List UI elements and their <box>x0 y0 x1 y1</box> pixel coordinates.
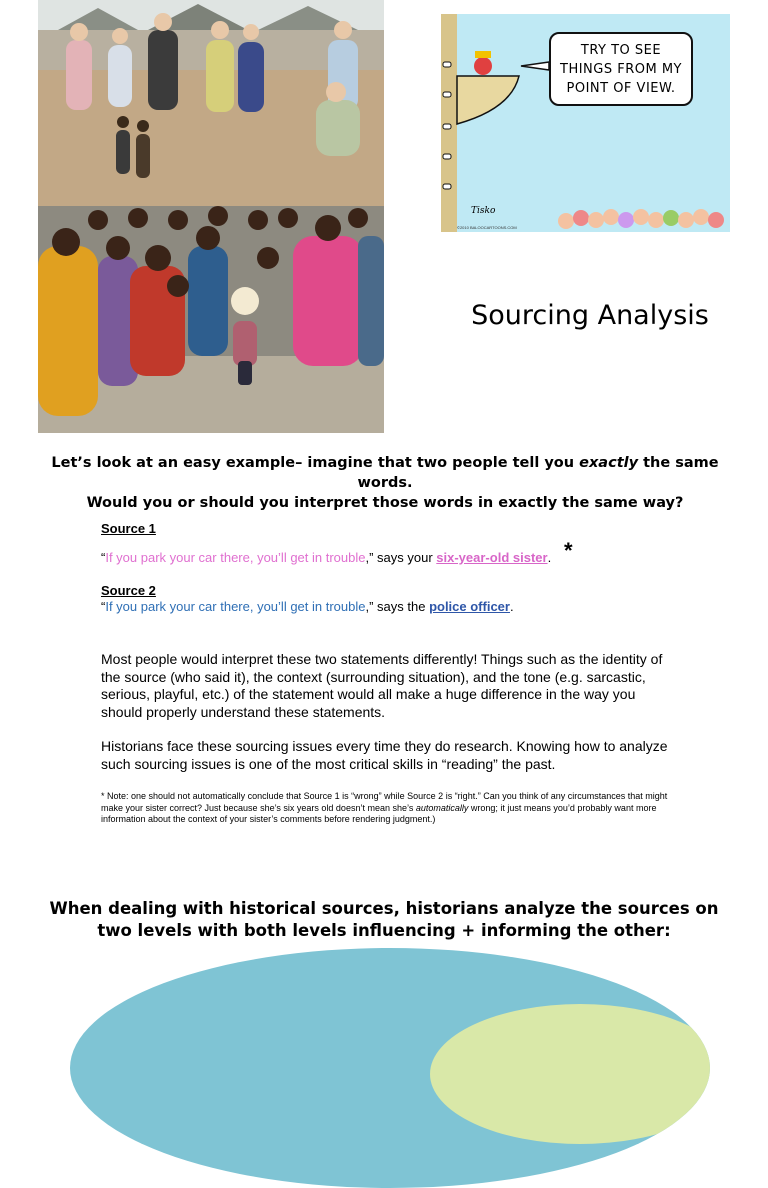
intro-question <box>40 453 730 513</box>
source-2-attribution: ,” says the <box>365 599 430 614</box>
source-2-quote: If you park your car there, you’ll get in trouble <box>105 599 366 614</box>
source-1-end: . <box>547 550 552 565</box>
open-quote: “ <box>101 599 106 614</box>
page-title: Sourcing Analysis <box>471 300 709 331</box>
intro-line-2: Would you or should you interpret those words in exactly the same way? <box>86 495 684 511</box>
intro-text: Let’s look at an easy example– imagine that two people tell you <box>51 455 580 471</box>
intro-emphasis: exactly <box>579 455 639 471</box>
footnote-text: * Note: one should not automatically conclude that Source 1 is “wrong” while Source 2 is “right.” Can you think of any circumstances that might make your sister correct? Just because she’s six years old doesn’t mean she’s <box>101 791 668 813</box>
intro-line-1 <box>40 453 730 493</box>
source-1-speaker-link[interactable]: six-year-old sister <box>436 550 548 565</box>
footnote-text: wrong; it just means you’d probably want more information about the context of your sister’s comments before rendering judgment.) <box>101 802 657 824</box>
intro-text: the same words. <box>357 455 719 491</box>
open-quote: “ <box>101 550 106 565</box>
cartoon-illustration <box>441 14 730 232</box>
speech-line: THINGS FROM MY <box>560 61 682 77</box>
source-1-quote: If you park your car there, you’ll get in trouble <box>105 550 366 565</box>
source-2-label: Source 2 <box>101 583 156 598</box>
cartoonist-signature: Tisko <box>471 206 496 216</box>
source-1-label: Source 1 <box>101 521 156 536</box>
tourists-photo-illustration <box>38 0 384 206</box>
source-2-end: . <box>509 599 514 614</box>
source-1-statement <box>101 550 551 565</box>
footnote-emphasis: automatically <box>415 802 469 813</box>
closing-heading: When dealing with historical sources, historians analyze the sources on two levels with both levels influencing + informing the other: <box>49 899 719 940</box>
children-photo <box>38 206 384 433</box>
cartoon-copyright: ©2010 BALOOCARTOONS.COM <box>457 225 517 230</box>
children-photo-illustration <box>38 206 384 433</box>
footnote-asterisk: * <box>564 538 573 563</box>
source-1-attribution: ,” says your <box>365 550 437 565</box>
speech-bubble <box>549 32 693 106</box>
tourists-photo <box>38 0 384 206</box>
historians-paragraph: Historians face these sourcing issues every time they do research. Knowing how to analyze such sourcing issues is one of the most critical skills in “reading” the past. <box>101 738 668 772</box>
levels-diagram-inner <box>430 1004 710 1144</box>
explanation-paragraph: Most people would interpret these two statements differently! Things such as the identity of the source (who said it), the context (surrounding situation), and the tone (e.g. sarcastic, serious, playful, etc.) of the statement would all make a huge difference in the way you should properly understand these statements. <box>101 651 663 720</box>
source-2-statement <box>101 599 514 614</box>
speech-line: POINT OF VIEW. <box>566 80 676 96</box>
source-2-speaker-link[interactable]: police officer <box>429 599 510 614</box>
footnote <box>101 791 671 826</box>
levels-diagram-top <box>70 948 710 1188</box>
speech-line: TRY TO SEE <box>580 42 662 58</box>
